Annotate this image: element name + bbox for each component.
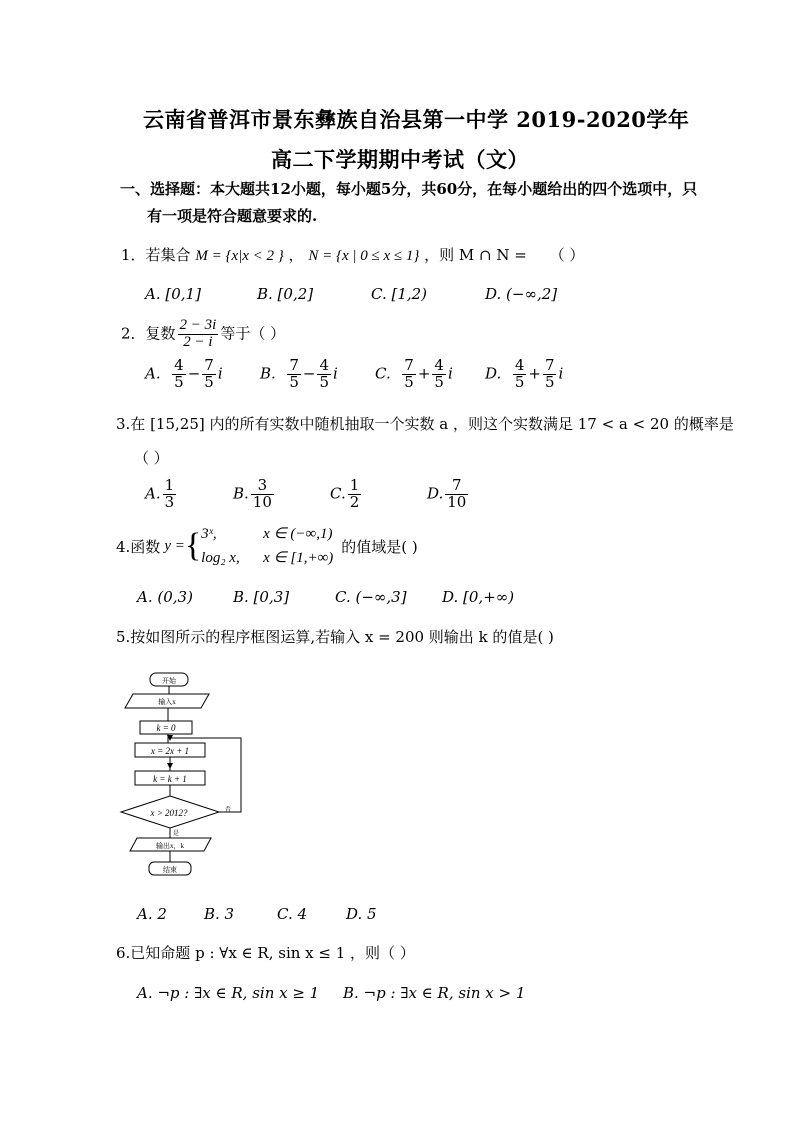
flow-step1-text: x = 2x + 1 (150, 746, 190, 756)
q4-y: y = (164, 537, 185, 554)
q3-option-a: A. $\frac{1}{3}$ (145, 476, 175, 511)
section-heading-cont: 有一项是符合题意要求的. (147, 207, 318, 225)
q1-paren: （ ） (549, 246, 585, 264)
q2-fraction: $\frac{2 - 3i}{2 - i}$ (179, 317, 217, 350)
flowchart (110, 665, 270, 885)
q5-option-c: C. 4 (277, 905, 308, 923)
q4-option-a: A. (0,3) (137, 588, 193, 606)
q6-option-b: B. ¬p : ∃x ∈ R, sin x > 1 (343, 984, 526, 1002)
q1-sep: ， (288, 246, 304, 264)
q1-number: 1．若集合 (121, 246, 191, 264)
q3-option-c: C. $\frac{1}{2}$ (330, 476, 360, 511)
q1-tail: ，则 M ∩ N = (424, 246, 527, 264)
flow-cond-text: x > 2012? (150, 808, 188, 818)
question-6: 6.已知命题 p : ∀x ∈ R, sin x ≤ 1 ，则（ ） (116, 944, 415, 962)
flow-output-text: 输出x，k (156, 842, 184, 850)
question-3: 3.在 [15,25] 内的所有实数中随机抽取一个实数 a ，则这个实数满足 17 < a < 20 的概率是 (116, 415, 734, 433)
flow-no-label: 否 (225, 807, 232, 813)
q4-option-c: C. (−∞,3] (335, 588, 407, 606)
q2-option-a: A. $\frac{4}{5}$ − $\frac{7}{5}$ i (145, 356, 223, 391)
q3-paren: （ ） (134, 449, 169, 467)
q6-option-a: A. ¬p : ∃x ∈ R, sin x ≥ 1 (137, 984, 320, 1002)
flow-step2-text: k = k + 1 (153, 774, 187, 784)
q1-option-b: B. [0,2] (257, 285, 314, 303)
q5-option-b: B. 3 (204, 905, 235, 923)
title-line-1: 云南省普洱市景东彝族自治县第一中学 2019-2020学年 (143, 107, 690, 132)
q2-tail: 等于（ ） (220, 324, 286, 343)
q1-set-m: M = {x|x < 2 } (195, 248, 284, 264)
q5-option-d: D. 5 (346, 905, 377, 923)
q4-option-d: D. [0,+∞) (442, 588, 515, 606)
q3-option-d: D. $\frac{7}{10}$ (427, 476, 467, 511)
q4-cases: 3ˣ, x ∈ (−∞,1) log₂ x, x ∈ [1,+∞) (201, 526, 334, 567)
q4-brace: { (184, 527, 202, 565)
question-2 (121, 318, 285, 351)
section-heading: 一、选择题：本大题共12小题，每小题5分，共60分，在每小题给出的四个选项中，只 (120, 180, 698, 198)
q2-option-b: B. $\frac{7}{5}$ − $\frac{4}{5}$ i (260, 356, 338, 391)
q1-set-n: N = {x | 0 ≤ x ≤ 1} (308, 248, 420, 264)
q3-option-b: B. $\frac{3}{10}$ (233, 476, 272, 511)
flow-input-text: 输入x (158, 698, 176, 706)
flow-end-text: 结束 (163, 866, 177, 874)
question-5: 5.按如图所示的程序框图运算,若输入 x = 200 则输出 k 的值是( ) (116, 628, 554, 646)
q1-option-d: D. (−∞,2] (485, 285, 558, 303)
q2-option-c: C. $\frac{7}{5}$ + $\frac{4}{5}$ i (375, 356, 453, 391)
title-line-2: 高二下学期期中考试（文） (271, 147, 529, 172)
q1-option-c: C. [1,2) (371, 285, 428, 303)
q2-number: 2．复数 (121, 324, 176, 343)
flow-start-text: 开始 (162, 677, 176, 685)
question-4 (116, 522, 418, 571)
q4-prefix: 4.函数 (116, 537, 161, 556)
q4-option-b: B. [0,3] (233, 588, 290, 606)
flow-yes-label: 是 (173, 831, 180, 837)
q2-option-d: D. $\frac{4}{5}$ + $\frac{7}{5}$ i (485, 356, 564, 391)
q5-option-a: A. 2 (137, 905, 167, 923)
question-1 (121, 244, 584, 265)
q1-option-a: A. [0,1] (145, 285, 201, 303)
q4-tail: 的值域是( ) (341, 537, 418, 556)
flow-init-text: k = 0 (156, 723, 176, 733)
